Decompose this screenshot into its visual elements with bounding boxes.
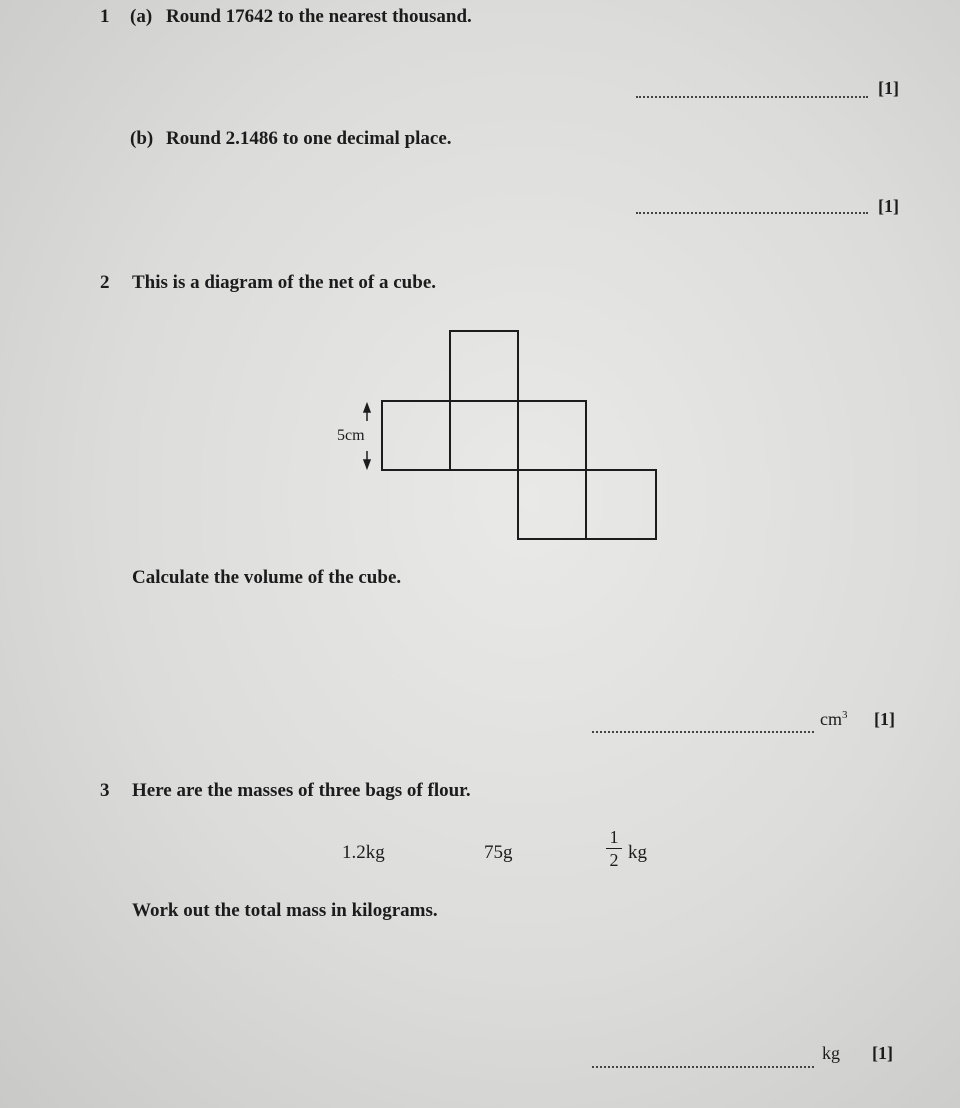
question-2-text: This is a diagram of the net of a cube. <box>132 272 436 293</box>
net-face-top <box>450 331 518 401</box>
unit-cm3: $cm^3$ <box>820 709 848 729</box>
net-face-left <box>382 401 450 470</box>
question-1a-text: Round 17642 to the nearest thousand. <box>166 6 472 27</box>
question-number-2: 2 <box>100 272 110 293</box>
question-3-instruction: Work out the total mass in kilograms. <box>132 900 438 921</box>
net-face-bottom-right <box>586 470 656 539</box>
cube-net-diagram <box>320 320 670 550</box>
question-number-1: 1 <box>100 6 110 27</box>
mark-2: [1] <box>874 709 895 729</box>
mass-2: 75g <box>484 842 513 863</box>
net-face-bottom <box>518 470 586 539</box>
question-1a-part-label: (a) <box>130 6 153 27</box>
answer-line-2[interactable] <box>592 731 814 733</box>
answer-line-3[interactable] <box>592 1066 814 1068</box>
question-2-instruction: Calculate the volume of the cube. <box>132 567 402 588</box>
mark-1b: [1] <box>878 196 899 216</box>
question-1b-text: Round 2.1486 to one decimal place. <box>166 128 452 149</box>
dimension-label: 5cm <box>337 427 365 444</box>
answer-line-1b[interactable] <box>636 212 868 214</box>
mark-3: [1] <box>872 1043 893 1063</box>
question-3-text: Here are the masses of three bags of flour. <box>132 780 471 801</box>
mark-1a: [1] <box>878 78 899 98</box>
question-number-3: 3 <box>100 780 110 801</box>
answer-line-1a[interactable] <box>636 96 868 98</box>
question-1b-part-label: (b) <box>130 128 154 149</box>
mass-1: 1.2kg <box>342 842 385 863</box>
mass-3-fraction: 1 2 <box>606 828 622 869</box>
net-face-right <box>518 401 586 470</box>
unit-kg: kg <box>822 1043 840 1063</box>
mass-3-unit: kg <box>628 842 647 863</box>
net-face-center <box>450 401 518 470</box>
